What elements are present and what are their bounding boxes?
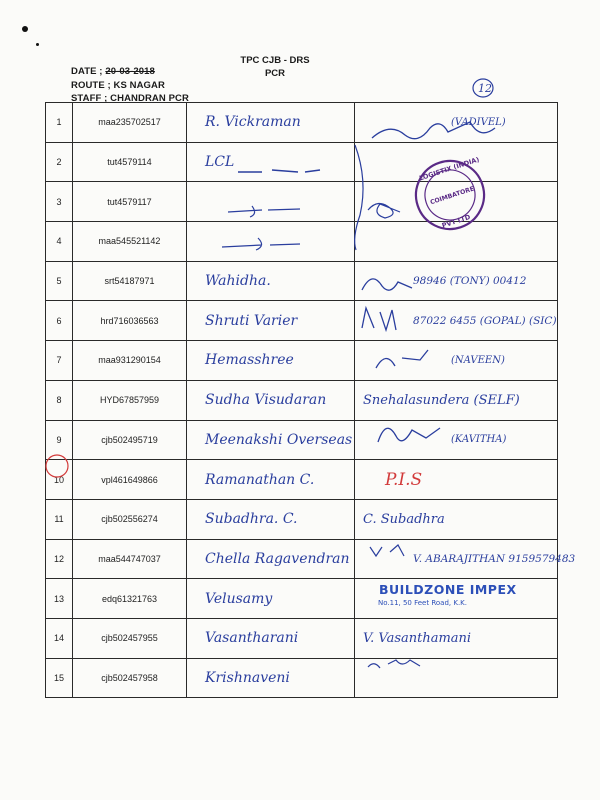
row-number-text: 8 — [56, 395, 62, 406]
row-number-text: 11 — [54, 514, 64, 525]
signature-scribble — [372, 122, 495, 139]
doc-title: TPC CJB - DRS — [240, 55, 310, 66]
receiver-signature-text: (NAVEEN) — [451, 354, 505, 366]
dash-marks — [238, 170, 320, 172]
row-number-text: 15 — [53, 672, 64, 683]
consignment-id-text: maa544747037 — [98, 553, 161, 564]
consignment-id-text: cjb502495719 — [101, 434, 158, 445]
receiver-name-text: Krishnaveni — [205, 669, 290, 686]
consignment-id-text: tut4579114 — [107, 157, 152, 168]
row-number-text: 7 — [56, 355, 62, 366]
page-mark-text: 12 — [478, 82, 492, 95]
date-value: 20-03-2018 — [105, 66, 155, 77]
receiver-name-text: Chella Ragavendran — [205, 550, 350, 567]
receiver-name-text: R. Vickraman — [205, 114, 301, 131]
stamp-bottom-text: PVT LTD — [440, 213, 472, 230]
row-number-text: 4 — [56, 236, 62, 247]
receiver-name-text: Meenakshi Overseas — [205, 431, 353, 448]
route-label: ROUTE — [71, 80, 105, 91]
row-number-text: 12 — [53, 553, 64, 564]
signature-scribble — [362, 279, 412, 290]
row-number-text: 1 — [56, 117, 62, 128]
doc-subtitle: PCR — [264, 68, 286, 79]
receiver-name-text: LCL — [205, 154, 235, 171]
ditto-mark — [228, 206, 300, 217]
row-number-text: 13 — [53, 593, 64, 604]
receiver-name-text: Subadhra. C. — [205, 511, 298, 528]
receiver-signature-text: Snehalasundera (SELF) — [363, 392, 520, 408]
row-number-text: 2 — [56, 157, 62, 168]
sep: ; — [104, 80, 114, 91]
staff-label: STAFF — [71, 93, 102, 104]
row-number-text: 9 — [56, 434, 62, 445]
row-number-text: 5 — [56, 276, 62, 287]
signature-scribble — [378, 428, 440, 442]
signature-scribble — [370, 545, 404, 556]
stamp-top-text: LOGISTIX (INDIA) — [418, 155, 481, 183]
receiver-signature-text: 87022 6455 (GOPAL) (SIC) — [413, 314, 557, 327]
receiver-name-text: Hemasshree — [205, 352, 294, 369]
row-number-text: 10 — [53, 474, 64, 485]
buildzone-address: No.11, 50 Feet Road, K.K. — [378, 599, 467, 607]
receiver-name-text: Shruti Varier — [205, 312, 298, 329]
sep: ; — [101, 93, 111, 104]
date-label: DATE — [71, 66, 97, 77]
receiver-name-text: Vasantharani — [205, 630, 299, 647]
signature-scribble — [368, 660, 420, 668]
receiver-signature-text: C. Subadhra — [363, 511, 445, 527]
receiver-name-text: Sudha Visudaran — [205, 392, 327, 409]
row-number-text: 14 — [53, 633, 64, 644]
receiver-signature-text: (VADIVEL) — [451, 116, 506, 128]
receiver-name-text: Wahidha. — [205, 273, 271, 290]
consignment-id-text: srt54187971 — [104, 276, 155, 287]
consignment-id-text: HYD67857959 — [99, 395, 160, 406]
consignment-id-text: vpl461649866 — [101, 474, 158, 485]
consignment-id-text: cjb502556274 — [101, 514, 158, 525]
bracket-line — [355, 145, 363, 250]
signature-scribble — [368, 203, 400, 218]
consignment-id-text: cjb502457958 — [101, 672, 158, 683]
consignment-id-text: maa545521142 — [98, 236, 161, 247]
stamp-center-text: COIMBATORE — [429, 185, 476, 207]
consignment-id-text: hrd716036563 — [100, 315, 159, 326]
consignment-id-text: edq61321763 — [101, 593, 158, 604]
consignment-id-text: maa235702517 — [98, 117, 161, 128]
receiver-name-text: Velusamy — [205, 590, 273, 607]
consignment-id-text: maa931290154 — [98, 355, 161, 366]
receiver-signature-text: V. ABARAJITHAN 9159579483 — [413, 552, 576, 565]
row-highlight-circle — [46, 455, 68, 477]
sep: ; — [96, 66, 106, 77]
staff-value: CHANDRAN PCR — [110, 93, 189, 104]
consignment-id-text: cjb502457955 — [101, 633, 158, 644]
row-number-text: 3 — [56, 196, 62, 207]
receiver-signature-text: (KAVITHA) — [451, 434, 507, 446]
ditto-mark — [222, 238, 300, 250]
signature-scribble — [362, 308, 396, 330]
receiver-signature-text: 98946 (TONY) 00412 — [413, 275, 527, 288]
consignment-id-text: tut4579117 — [107, 196, 152, 207]
receiver-signature-text: V. Vasanthamani — [363, 630, 472, 646]
receiver-signature-text: BUILDZONE IMPEX — [379, 581, 517, 597]
row-number-text: 6 — [56, 315, 62, 326]
receiver-signature-text: P.I.S — [385, 469, 423, 490]
company-stamp — [407, 151, 497, 238]
receiver-name-text: Ramanathan C. — [205, 471, 315, 488]
signature-scribble — [376, 350, 428, 368]
route-value: KS NAGAR — [113, 80, 165, 91]
